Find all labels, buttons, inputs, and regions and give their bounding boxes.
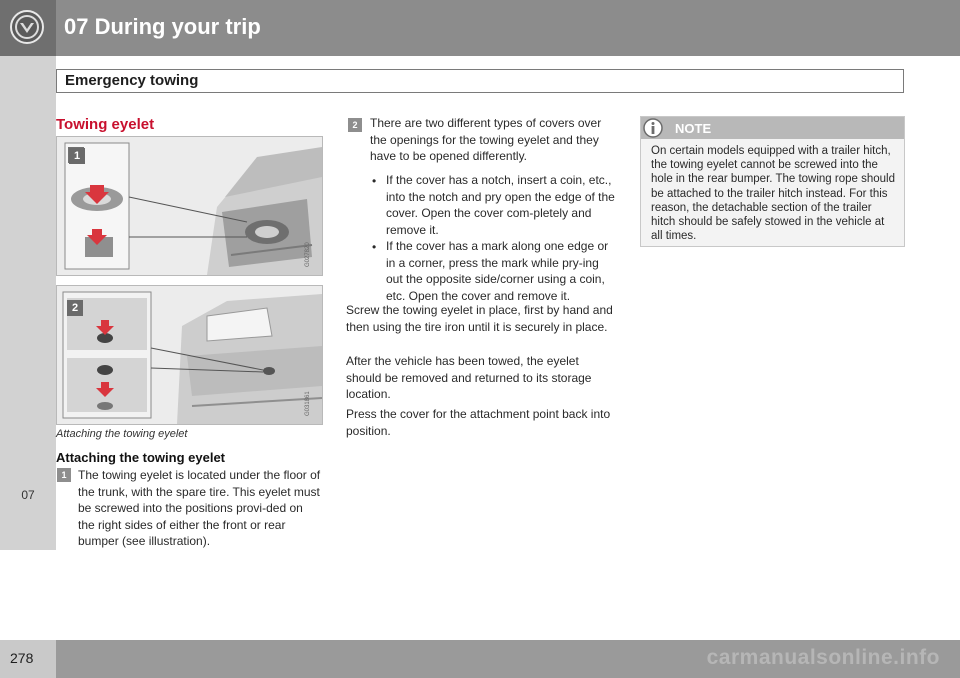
chapter-title: 07 During your trip bbox=[64, 14, 261, 39]
body-paragraph: After the vehicle has been towed, the eyelet should be removed and returned to its storage location. bbox=[346, 354, 592, 402]
figure-code: G027820 bbox=[305, 242, 311, 267]
figure-label-1: 1 bbox=[69, 148, 85, 164]
figure-label-2: 2 bbox=[67, 300, 83, 316]
chapter-tab-strip bbox=[0, 56, 56, 550]
bullet-dot: • bbox=[372, 174, 377, 188]
note-text: On certain models equipped with a trailer hitch, the towing eyelet cannot be screwed into the hole in the rear bumper. The towing rope should be attached to the trailer hitch instead. For this reason, the detachable section of the trailer hitch should be safely stowed in the vehicle at all times. bbox=[651, 145, 895, 243]
body-paragraph: Press the cover for the attachment point back into position. bbox=[346, 407, 611, 438]
bullet-item: If the cover has a mark along one edge or in a corner, press the mark while pry-ing out the opposite side/corner using a coin, etc. Open the cover and remove it. bbox=[386, 239, 609, 303]
figure-code: G031861 bbox=[305, 391, 311, 416]
figure-caption: Attaching the towing eyelet bbox=[56, 428, 188, 440]
figure-trunk-eyelet bbox=[56, 136, 323, 276]
trunk-illustration bbox=[57, 137, 322, 275]
note-box bbox=[640, 116, 905, 247]
subheading: Attaching the towing eyelet bbox=[56, 450, 226, 465]
note-header bbox=[641, 117, 904, 139]
bumper-illustration bbox=[57, 286, 322, 424]
step-badge-2: 2 bbox=[348, 118, 362, 132]
step-1-text: The towing eyelet is located under the floor of the trunk, with the spare tire. This eyelet must be screwed into the positions provi-ded on the right sides of either the front or rear bumper (see illustration). bbox=[78, 468, 321, 549]
info-icon bbox=[643, 118, 663, 138]
body-paragraph: Screw the towing eyelet in place, first by hand and then using the tire iron until it is securely in place. bbox=[346, 303, 613, 334]
chapter-tab-label: 07 bbox=[21, 488, 35, 502]
watermark: carmanualsonline.info bbox=[706, 646, 940, 669]
header-emblem-area bbox=[0, 0, 56, 56]
note-title: NOTE bbox=[675, 121, 712, 136]
page-number: 278 bbox=[10, 650, 34, 666]
volvo-emblem-icon bbox=[9, 9, 45, 45]
step-badge-1: 1 bbox=[57, 468, 71, 482]
step-2-text: There are two different types of covers over the openings for the towing eyelet and they have to be opened differently. bbox=[370, 116, 602, 164]
section-heading: Towing eyelet bbox=[56, 116, 155, 133]
bullet-item: If the cover has a notch, insert a coin, etc., into the notch and pry open the edge of the cover. Open the cover com-pletely and remove it. bbox=[386, 173, 615, 237]
figure-bumper-eyelet bbox=[56, 285, 323, 425]
section-bar bbox=[56, 69, 904, 93]
section-title: Emergency towing bbox=[65, 72, 199, 89]
bullet-dot: • bbox=[372, 240, 377, 254]
